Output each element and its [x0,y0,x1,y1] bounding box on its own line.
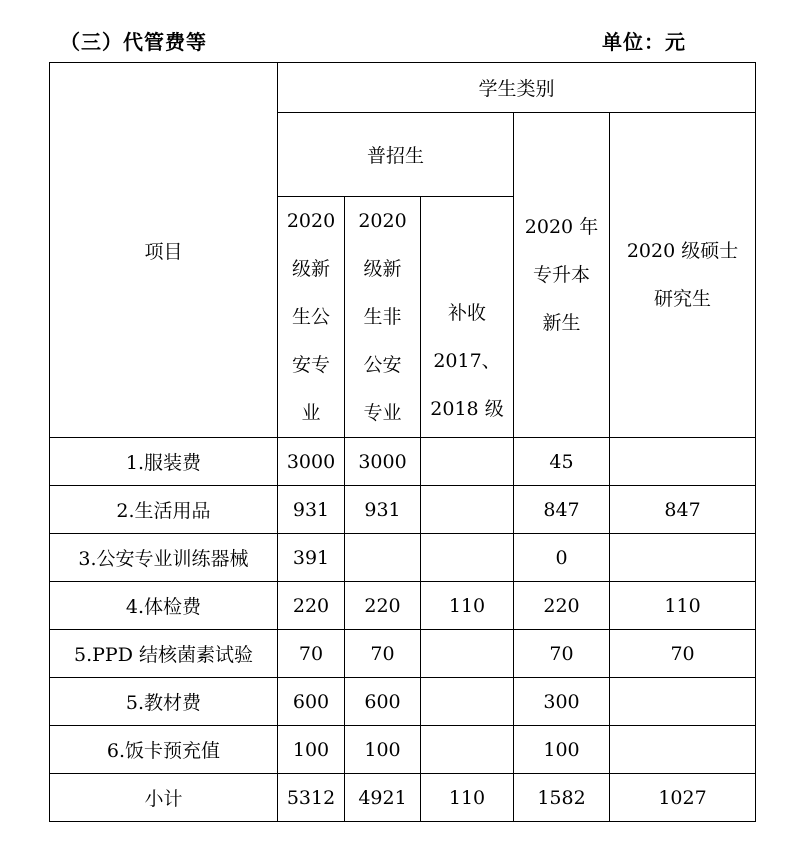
row-item: 1.服装费 [50,438,278,486]
header-upgrade-line: 2020 年 [524,216,599,238]
cell-master: 847 [610,486,756,534]
header-item: 项目 [50,63,278,438]
header-master-line: 研究生 [654,288,712,310]
cell-police: 600 [278,678,345,726]
table-row [50,630,756,678]
cell-upgrade: 70 [514,630,610,678]
header-makeup [421,197,514,438]
cell-nonpolice: 600 [345,678,421,726]
row-item: 5.PPD 结核菌素试验 [50,630,278,678]
header-makeup-line: 2018 级 [430,398,504,420]
table-row [50,582,756,630]
cell-police: 5312 [278,774,345,822]
table-row [50,726,756,774]
table-row [50,438,756,486]
row-item: 6.饭卡预充值 [50,726,278,774]
table-row [50,678,756,726]
header-nonpolice-line: 生非 [363,306,402,328]
header-upgrade [514,113,610,438]
cell-police: 3000 [278,438,345,486]
cell-upgrade: 100 [514,726,610,774]
cell-nonpolice: 220 [345,582,421,630]
cell-master: 1027 [610,774,756,822]
header-master [610,113,756,438]
header-nonpolice-line: 公安 [363,354,402,376]
header-police-line: 级新 [291,258,330,280]
cell-makeup: 110 [421,774,514,822]
header-police-line: 生公 [291,306,330,328]
unit-label: 单位：元 [602,30,686,54]
cell-nonpolice [345,534,421,582]
header-nonpolice-line: 专业 [363,402,402,424]
header-row-1 [50,63,756,113]
row-item: 2.生活用品 [50,486,278,534]
row-item: 小计 [50,774,278,822]
cell-nonpolice: 3000 [345,438,421,486]
header-upgrade-line: 新生 [542,312,581,334]
cell-makeup [421,486,514,534]
header-master-line: 2020 级硕士 [626,240,739,262]
cell-master: 110 [610,582,756,630]
cell-upgrade: 0 [514,534,610,582]
fee-table [49,62,756,822]
cell-makeup [421,726,514,774]
cell-police: 220 [278,582,345,630]
row-item: 4.体检费 [50,582,278,630]
cell-police: 100 [278,726,345,774]
header-makeup-line: 补收 [447,302,486,324]
header-police-line: 业 [301,402,321,424]
table-row [50,486,756,534]
cell-makeup [421,438,514,486]
header-police-line: 2020 [286,210,336,232]
cell-master [610,726,756,774]
header-student-category: 学生类别 [278,63,756,113]
cell-police: 931 [278,486,345,534]
cell-upgrade: 300 [514,678,610,726]
header-nonpolice-line: 级新 [363,258,402,280]
cell-makeup: 110 [421,582,514,630]
cell-makeup [421,630,514,678]
header-nonpolice-line: 2020 [358,210,407,232]
header-police [278,197,345,438]
cell-master [610,534,756,582]
cell-master [610,678,756,726]
cell-upgrade: 45 [514,438,610,486]
cell-master: 70 [610,630,756,678]
cell-upgrade: 220 [514,582,610,630]
header-makeup-line: 2017、 [433,350,501,372]
cell-upgrade: 847 [514,486,610,534]
header-regular: 普招生 [278,113,514,197]
cell-nonpolice: 70 [345,630,421,678]
row-item: 3.公安专业训练器械 [50,534,278,582]
cell-makeup [421,534,514,582]
cell-police: 391 [278,534,345,582]
cell-nonpolice: 100 [345,726,421,774]
table-row [50,534,756,582]
section-title: （三）代管费等 [60,30,207,54]
cell-makeup [421,678,514,726]
header-nonpolice [345,197,421,438]
header-upgrade-line: 专升本 [532,264,590,286]
table-row-subtotal [50,774,756,822]
cell-nonpolice: 4921 [345,774,421,822]
cell-police: 70 [278,630,345,678]
header-police-line: 安专 [291,354,330,376]
cell-upgrade: 1582 [514,774,610,822]
cell-nonpolice: 931 [345,486,421,534]
cell-master [610,438,756,486]
row-item: 5.教材费 [50,678,278,726]
